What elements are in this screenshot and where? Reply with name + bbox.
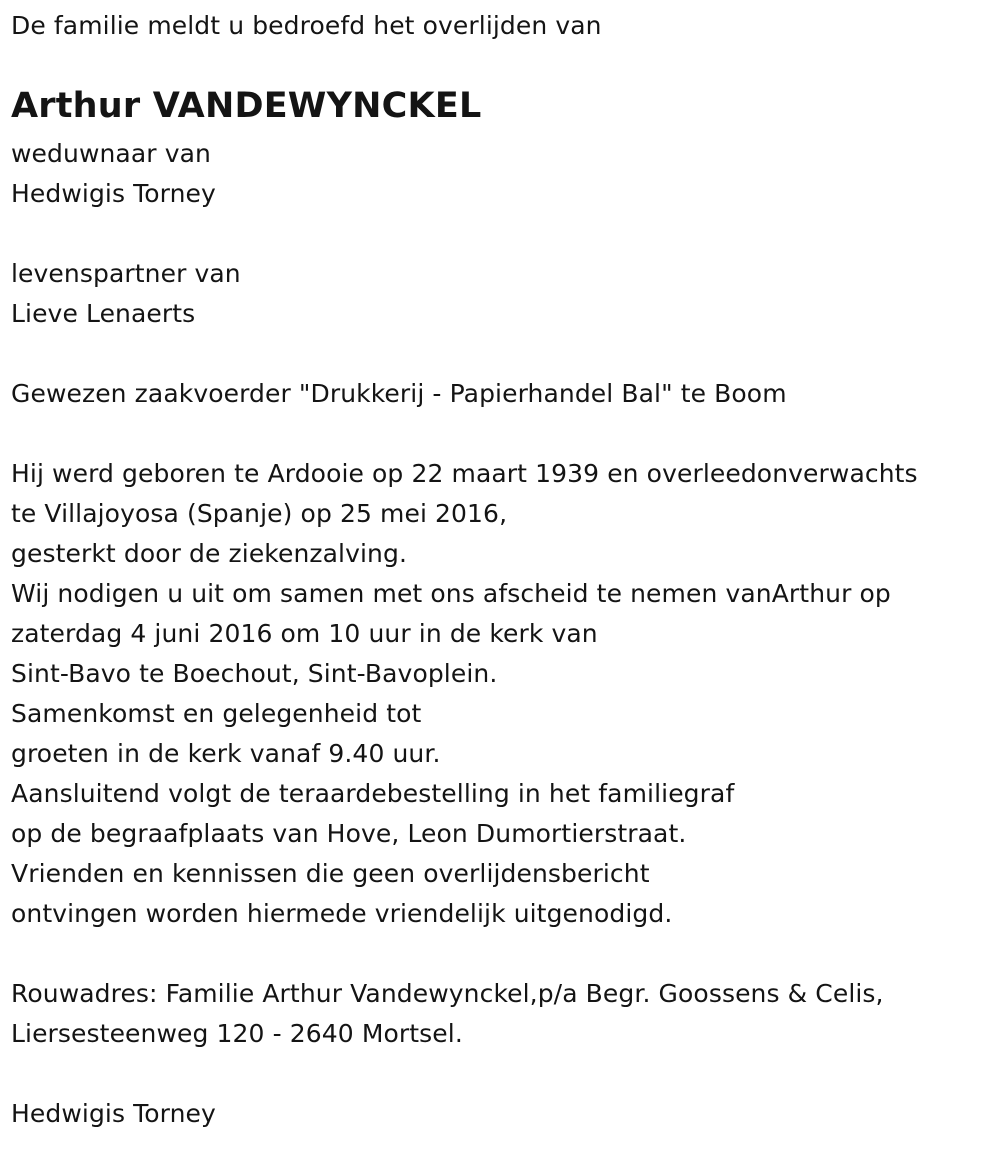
body-line: Vrienden en kennissen die geen overlijdensbericht (11, 859, 650, 888)
body-text (11, 454, 991, 934)
signature: Hedwigis Torney (11, 1099, 216, 1128)
body-line: op de begraafplaats van Hove, Leon Dumortierstraat. (11, 819, 687, 848)
body-line: Aansluitend volgt de teraardebestelling in het familiegraf (11, 779, 735, 808)
body-line: Wij nodigen u uit om samen met ons afscheid te nemen vanArthur op (11, 579, 891, 608)
relation-person-partner: Lieve Lenaerts (11, 299, 196, 328)
spacer (11, 1054, 991, 1094)
relation-role-spouse: weduwnaar van (11, 139, 211, 168)
death-notice (11, 6, 991, 1134)
spacer (11, 214, 991, 254)
body-line: Hij werd geboren te Ardooie op 22 maart 1939 en overleedonverwachts (11, 459, 918, 488)
spacer (11, 334, 991, 374)
body-line: gesterkt door de ziekenzalving. (11, 539, 407, 568)
mourning-address (11, 974, 991, 1054)
intro-text: De familie meldt u bedroefd het overlijden van (11, 11, 602, 40)
body-line: te Villajoyosa (Spanje) op 25 mei 2016, (11, 499, 508, 528)
body-line: Samenkomst en gelegenheid tot (11, 699, 422, 728)
body-line: ontvingen worden hiermede vriendelijk uitgenodigd. (11, 899, 673, 928)
address-line: Liersesteenweg 120 - 2640 Mortsel. (11, 1019, 463, 1048)
relation-person-spouse: Hedwigis Torney (11, 179, 216, 208)
address-line: Rouwadres: Familie Arthur Vandewynckel,p/a Begr. Goossens & Celis, (11, 979, 884, 1008)
deceased-name: Arthur VANDEWYNCKEL (11, 86, 482, 126)
spacer (11, 414, 991, 454)
body-line: zaterdag 4 juni 2016 om 10 uur in de kerk van (11, 619, 598, 648)
relation-role-partner: levenspartner van (11, 259, 241, 288)
spacer (11, 934, 991, 974)
body-line: groeten in de kerk vanaf 9.40 uur. (11, 739, 441, 768)
body-line: Sint-Bavo te Boechout, Sint-Bavoplein. (11, 659, 498, 688)
occupation-text: Gewezen zaakvoerder "Drukkerij - Papierhandel Bal" te Boom (11, 379, 787, 408)
